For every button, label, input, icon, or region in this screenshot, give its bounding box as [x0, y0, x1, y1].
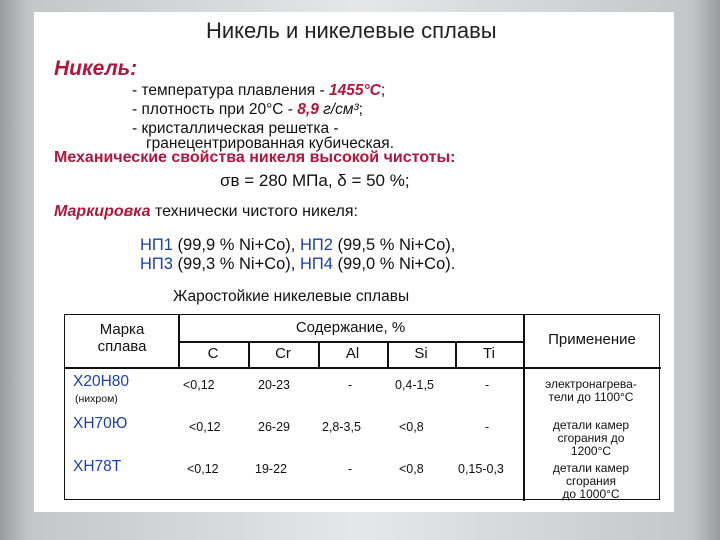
- page-title: Никель и никелевые сплавы: [206, 18, 497, 43]
- cell-al: -: [348, 378, 353, 392]
- grades-line-2: НП3 (99,3 % Ni+Co), НП4 (99,0 % Ni+Co).: [140, 255, 456, 273]
- nickel-heading: Никель:: [54, 57, 138, 80]
- alloys-table: [64, 314, 660, 500]
- cell-ti: 0,15-0,3: [458, 462, 504, 476]
- cell-ti: -: [485, 378, 490, 392]
- cell-cr: 26-29: [258, 420, 290, 434]
- cell-ti: -: [485, 420, 490, 434]
- grade-np2: НП2: [299, 236, 333, 254]
- slide: [34, 12, 674, 512]
- density-value: 8,9: [297, 101, 319, 118]
- col-brand-header: Марка сплава: [97, 321, 147, 355]
- cell-application: электронагрева- тели до 1100°С: [545, 377, 637, 404]
- grades-line-1: НП1 (99,9 % Ni+Co), НП2 (99,5 % Ni+Co),: [140, 236, 456, 254]
- melting-point-value: 1455: [328, 82, 364, 99]
- row-brand: ХН70Ю: [73, 415, 128, 432]
- col-ti-header: Ti: [483, 345, 495, 362]
- cell-al: -: [348, 462, 353, 476]
- cell-c: <0,12: [183, 378, 215, 392]
- marking-line: Маркировка технически чистого никеля:: [54, 203, 358, 220]
- cell-si: <0,8: [399, 462, 424, 476]
- col-c-header: C: [207, 345, 219, 362]
- lattice-line: - кристаллическая решетка -: [132, 120, 339, 137]
- cell-si: <0,8: [399, 420, 424, 434]
- cell-si: 0,4-1,5: [395, 378, 434, 392]
- melting-point-line: - температура плавления - 1455°C;: [132, 82, 386, 99]
- cell-cr: 20-23: [258, 378, 290, 392]
- density-line: - плотность при 20°С - 8,9 г/см³;: [132, 101, 363, 118]
- cell-al: 2,8-3,5: [322, 420, 361, 434]
- cell-cr: 19-22: [255, 462, 287, 476]
- grade-np3: НП3: [140, 255, 173, 273]
- col-content-header: Содержание, %: [295, 319, 406, 336]
- mechanical-heading: Механические свойства никеля высокой чистоты:: [54, 149, 456, 166]
- col-si-header: Si: [414, 345, 428, 362]
- col-application-header: Применение: [548, 331, 636, 348]
- col-al-header: Al: [345, 345, 360, 362]
- table-divider: [178, 341, 524, 343]
- table-divider: [65, 367, 661, 369]
- row-note: (нихром): [75, 393, 118, 405]
- cell-c: <0,12: [189, 420, 221, 434]
- row-brand: Х20Н80: [73, 373, 130, 390]
- lattice-type-line: гранецентрированная кубическая.: [146, 135, 394, 152]
- cell-application: детали камер сгорания до 1000°С: [552, 461, 630, 501]
- grade-np1: НП1: [140, 236, 173, 254]
- mechanical-values: σв = 280 МПа, δ = 50 %;: [220, 171, 410, 190]
- row-brand: ХН78Т: [73, 458, 122, 475]
- grade-np4: НП4: [299, 255, 333, 273]
- col-cr-header: Cr: [275, 345, 291, 362]
- table-title: Жаростойкие никелевые сплавы: [173, 288, 410, 305]
- marking-label: Маркировка: [54, 203, 151, 220]
- cell-application: детали камер сгорания до 1200°С: [552, 418, 630, 458]
- cell-c: <0,12: [187, 462, 219, 476]
